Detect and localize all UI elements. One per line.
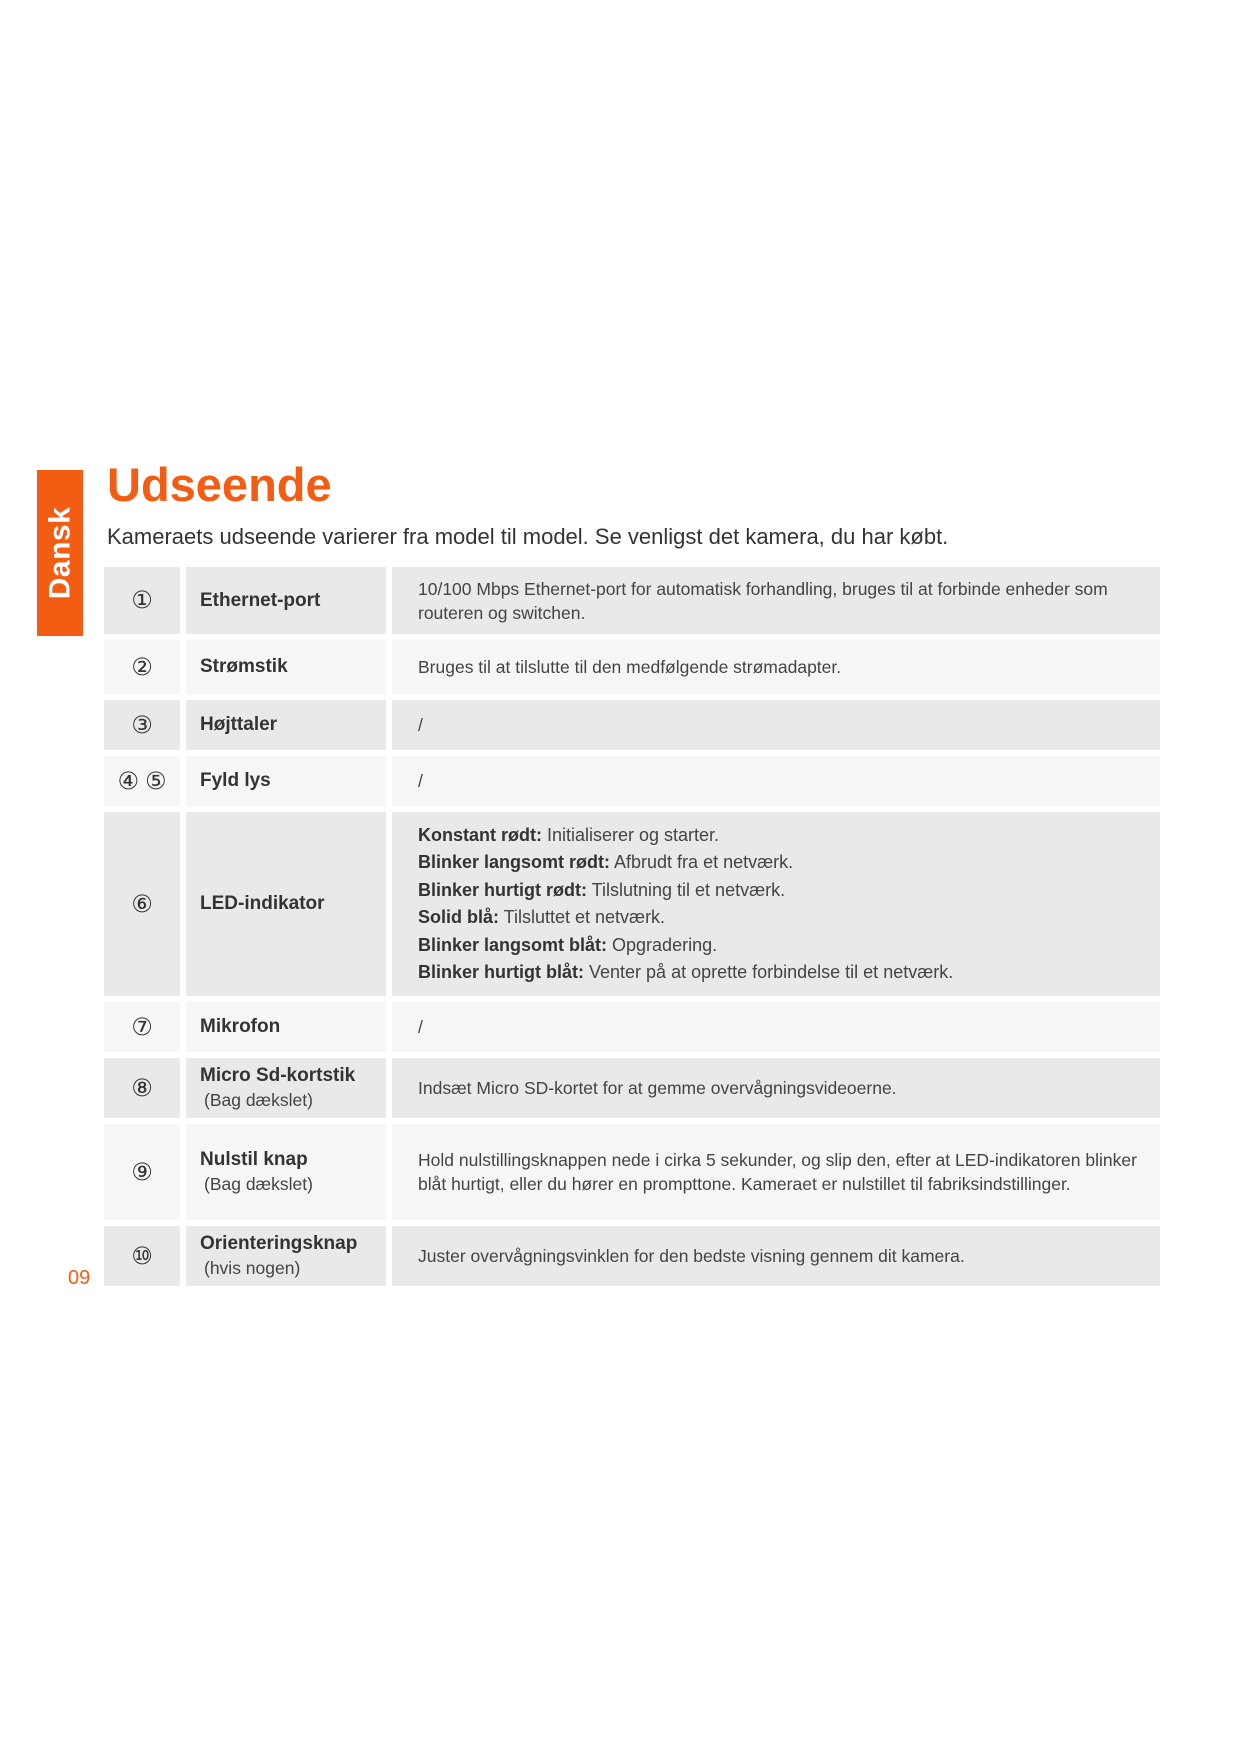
- language-label: Dansk: [43, 506, 77, 600]
- item-name-cell: [186, 567, 392, 634]
- item-name: Micro Sd-kortstik: [200, 1065, 356, 1086]
- table-row: [104, 640, 1160, 700]
- appearance-table: [104, 565, 1160, 1286]
- item-number: ①: [104, 567, 186, 634]
- language-tab: [37, 470, 83, 636]
- item-name-cell: [186, 640, 392, 694]
- item-name-note: (hvis nogen): [204, 1258, 301, 1278]
- item-name: Orienteringsknap: [200, 1233, 358, 1254]
- item-number: ⑥: [104, 812, 186, 996]
- item-name: Fyld lys: [200, 770, 271, 791]
- item-number: ④ ⑤: [104, 756, 186, 806]
- item-name-cell: [186, 812, 392, 996]
- led-status-line: Solid blå: Tilsluttet et netværk.: [418, 907, 666, 927]
- led-status-line: Blinker hurtigt rødt: Tilslutning til et netværk.: [418, 879, 786, 900]
- item-name-cell: [186, 1002, 392, 1052]
- table-row: [104, 700, 1160, 756]
- item-description: Bruges til at tilslutte til den medfølgende strømadapter.: [418, 657, 842, 677]
- page-number: 09: [68, 1267, 91, 1289]
- item-name: Nulstil knap: [200, 1149, 308, 1170]
- item-name: Strømstik: [200, 656, 288, 677]
- led-status-line: Blinker hurtigt blåt: Venter på at oprette forbindelse til et netværk.: [418, 962, 954, 982]
- led-status-line: Blinker langsomt blåt: Opgradering.: [418, 934, 718, 955]
- page-title: Udseende: [107, 458, 332, 511]
- table-row: [104, 1002, 1160, 1058]
- item-name-cell: [186, 700, 392, 750]
- table-row: [104, 1058, 1160, 1124]
- item-description: /: [418, 715, 423, 735]
- item-name-note: (Bag dækslet): [204, 1174, 313, 1194]
- table-row: [104, 756, 1160, 812]
- item-number: ⑦: [104, 1002, 186, 1052]
- table-row: [104, 1124, 1160, 1226]
- led-status-list: [392, 812, 1160, 996]
- table-row: [104, 812, 1160, 1002]
- item-name-cell: [186, 756, 392, 806]
- item-description: Indsæt Micro SD-kortet for at gemme overvågningsvideoerne.: [418, 1078, 897, 1098]
- item-name-cell: [186, 1226, 392, 1286]
- item-description: 10/100 Mbps Ethernet-port for automatisk forhandling, bruges til at forbinde enheder som routeren og switchen.: [418, 578, 1108, 623]
- item-name: Mikrofon: [200, 1016, 281, 1037]
- item-description: Hold nulstillingsknappen nede i cirka 5 sekunder, og slip den, efter at LED-indikatoren blinker blåt hurtigt, eller du hører en prompttone. Kameraet er nulstillet til fabriksindstillinger.: [418, 1150, 1137, 1194]
- item-name-cell: [186, 1124, 392, 1220]
- item-name-cell: [186, 1058, 392, 1118]
- led-status-line: Blinker langsomt rødt: Afbrudt fra et netværk.: [418, 852, 794, 872]
- item-name: LED-indikator: [200, 893, 325, 914]
- table-row: [104, 567, 1160, 640]
- item-name-note: (Bag dækslet): [204, 1090, 313, 1110]
- led-status-line: Konstant rødt: Initialiserer og starter.: [418, 824, 720, 845]
- page-subtitle: Kameraets udseende varierer fra model til model. Se venligst det kamera, du har købt.: [107, 524, 949, 549]
- item-description: /: [418, 1017, 423, 1037]
- item-name: Ethernet-port: [200, 589, 321, 611]
- item-number: ⑧: [104, 1058, 186, 1118]
- table-row: [104, 1226, 1160, 1286]
- item-number: ⑩: [104, 1226, 186, 1286]
- item-number: ③: [104, 700, 186, 750]
- item-name: Højttaler: [200, 714, 278, 735]
- item-number: ⑨: [104, 1124, 186, 1220]
- item-description: Juster overvågningsvinklen for den bedste visning gennem dit kamera.: [418, 1246, 965, 1266]
- item-description: /: [418, 771, 423, 791]
- item-number: ②: [104, 640, 186, 694]
